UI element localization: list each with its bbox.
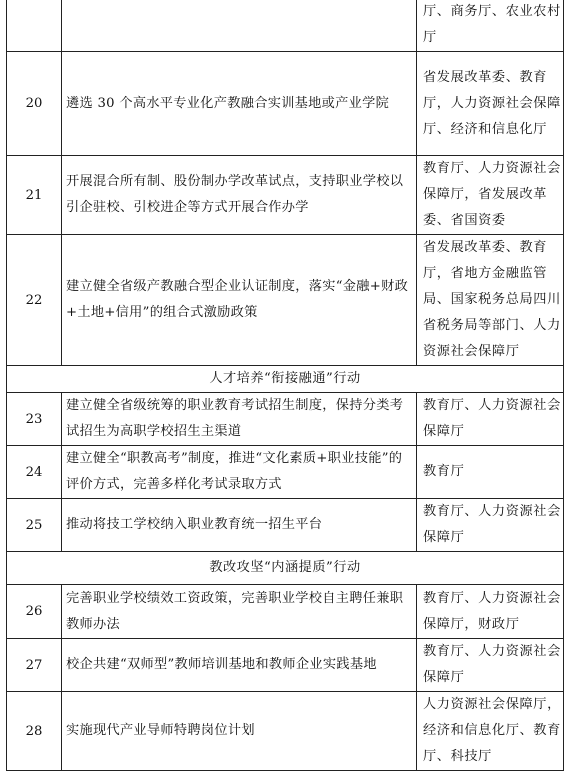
task-description: 完善职业学校绩效工资政策，完善职业学校自主聘任兼职教师办法 bbox=[66, 590, 404, 632]
item-number bbox=[7, 0, 62, 52]
responsible-departments: 省发展改革委、教育厅，人力资源社会保障厅、经济和信息化厅 bbox=[423, 69, 561, 137]
table-row bbox=[7, 585, 564, 639]
task-description: 推动将技工学校纳入职业教育统一招生平台 bbox=[66, 517, 323, 532]
item-number: 28 bbox=[7, 692, 62, 771]
task-cell bbox=[62, 499, 417, 552]
table-row bbox=[7, 235, 564, 366]
item-number: 20 bbox=[7, 52, 62, 156]
task-cell bbox=[62, 639, 417, 692]
task-cell bbox=[62, 156, 417, 235]
item-number: 23 bbox=[7, 393, 62, 446]
department-cell bbox=[417, 393, 564, 446]
task-description: 建立健全“职教高考”制度，推进“文化素质+职业技能”的评价方式，完善多样化考试录取方式 bbox=[66, 451, 403, 492]
section-header-row bbox=[7, 366, 564, 393]
task-cell bbox=[62, 393, 417, 446]
task-table bbox=[6, 0, 564, 771]
responsible-departments: 厅、商务厅、农业农村厅 bbox=[423, 4, 561, 45]
department-cell bbox=[417, 692, 564, 771]
section-header-row bbox=[7, 552, 564, 585]
item-number: 27 bbox=[7, 639, 62, 692]
responsible-departments: 人力资源社会保障厅，经济和信息化厅、教育厅、科技厅 bbox=[423, 697, 561, 764]
table-row bbox=[7, 0, 564, 52]
task-cell bbox=[62, 235, 417, 366]
department-cell bbox=[417, 639, 564, 692]
task-cell bbox=[62, 52, 417, 156]
table-row bbox=[7, 692, 564, 771]
table-row bbox=[7, 393, 564, 446]
item-number: 26 bbox=[7, 585, 62, 639]
task-description: 建立健全省级统筹的职业教育考试招生制度，保持分类考试招生为高职学校招生主渠道 bbox=[66, 398, 404, 439]
table-row bbox=[7, 446, 564, 499]
responsible-departments: 省发展改革委、教育厅，省地方金融监管局、国家税务总局四川省税务局等部门、人力资源社会保障厅 bbox=[423, 240, 561, 359]
department-cell bbox=[417, 156, 564, 235]
task-description: 校企共建“双师型”教师培训基地和教师企业实践基地 bbox=[66, 657, 377, 672]
table-row bbox=[7, 156, 564, 235]
responsible-departments: 教育厅、人力资源社会保障厅，省发展改革委、省国资委 bbox=[423, 161, 561, 228]
table-row bbox=[7, 52, 564, 156]
task-cell bbox=[62, 0, 417, 52]
department-cell bbox=[417, 0, 564, 52]
department-cell bbox=[417, 585, 564, 639]
task-table-body bbox=[7, 0, 564, 771]
document-page bbox=[6, 0, 563, 771]
item-number: 22 bbox=[7, 235, 62, 366]
task-description: 实施现代产业导师特聘岗位计划 bbox=[66, 723, 255, 738]
section-title: 人才培养“衔接融通”行动 bbox=[7, 366, 564, 393]
responsible-departments: 教育厅、人力资源社会保障厅 bbox=[423, 504, 561, 545]
task-description: 遴选 30 个高水平专业化产教融合实训基地或产业学院 bbox=[66, 95, 390, 111]
table-row bbox=[7, 639, 564, 692]
task-description: 建立健全省级产教融合型企业认证制度，落实“金融+财政+土地+信用”的组合式激励政策 bbox=[66, 279, 409, 320]
item-number: 21 bbox=[7, 156, 62, 235]
section-title: 教改攻坚“内涵提质”行动 bbox=[7, 552, 564, 585]
task-description: 开展混合所有制、股份制办学改革试点，支持职业学校以引企驻校、引校进企等方式开展合作办学 bbox=[66, 174, 404, 215]
task-cell bbox=[62, 692, 417, 771]
responsible-departments: 教育厅 bbox=[423, 464, 465, 479]
item-number: 25 bbox=[7, 499, 62, 552]
department-cell bbox=[417, 499, 564, 552]
task-cell bbox=[62, 585, 417, 639]
department-cell bbox=[417, 235, 564, 366]
table-row bbox=[7, 499, 564, 552]
task-cell bbox=[62, 446, 417, 499]
responsible-departments: 教育厅、人力资源社会保障厅 bbox=[423, 398, 561, 439]
department-cell bbox=[417, 52, 564, 156]
responsible-departments: 教育厅、人力资源社会保障厅 bbox=[423, 644, 561, 685]
responsible-departments: 教育厅、人力资源社会保障厅，财政厅 bbox=[423, 590, 561, 632]
department-cell bbox=[417, 446, 564, 499]
item-number: 24 bbox=[7, 446, 62, 499]
